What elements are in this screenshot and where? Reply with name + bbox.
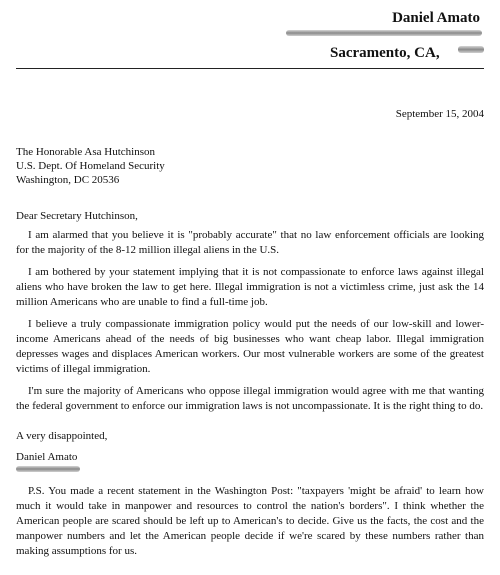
redacted-street-address bbox=[286, 30, 482, 36]
redacted-zip bbox=[458, 46, 484, 53]
body-paragraph: I believe a truly compassionate immigration policy would put the needs of our low-skill and lower-income Americans ahead of the needs of big businesses who want cheap labor. Illegal immigration depresses wages and displaces American workers. Our most vulnerable workers are some of the greatest victims of illegal immigration. bbox=[16, 318, 484, 375]
body-paragraph: I am alarmed that you believe it is "probably accurate" that no law enforcement officials are looking for the majority of the 8-12 million illegal aliens in the U.S. bbox=[16, 229, 484, 256]
addressee-line: Washington, DC 20536 bbox=[16, 174, 120, 186]
addressee-block bbox=[16, 145, 165, 187]
sender-name: Daniel Amato bbox=[392, 10, 480, 26]
sender-city: Sacramento, CA, bbox=[330, 45, 440, 61]
signer-name: Daniel Amato bbox=[16, 451, 78, 463]
salutation: Dear Secretary Hutchinson, bbox=[16, 210, 138, 222]
letter-date: September 15, 2004 bbox=[395, 108, 484, 120]
header-divider bbox=[16, 68, 484, 69]
body-paragraph: I'm sure the majority of Americans who oppose illegal immigration would agree with me that wanting the federal government to enforce our immigration laws is not uncompassionate. It is the right thing to do. bbox=[16, 385, 484, 412]
redacted-signature bbox=[16, 466, 80, 472]
closing: A very disappointed, bbox=[16, 430, 108, 442]
addressee-line: U.S. Dept. Of Homeland Security bbox=[16, 160, 165, 172]
addressee-line: The Honorable Asa Hutchinson bbox=[16, 146, 155, 158]
letter-body bbox=[16, 228, 484, 421]
body-paragraph: I am bothered by your statement implying that it is not compassionate to enforce laws against illegal aliens who have broken the law to get here. Illegal immigration is not a victimless crime, just ask the 14 million Americans who are unable to find a full-time job. bbox=[16, 266, 484, 308]
postscript: P.S. You made a recent statement in the Washington Post: "taxpayers 'might be afraid' to learn how much it would take in manpower and resources to control the nation's borders". I think whether the American people are scared should be left up to American's to decide. Give us the facts, the cost and the manpower numbers and let the American people decide if we're scared by these numbers rather than making assumptions for us. bbox=[16, 485, 484, 557]
